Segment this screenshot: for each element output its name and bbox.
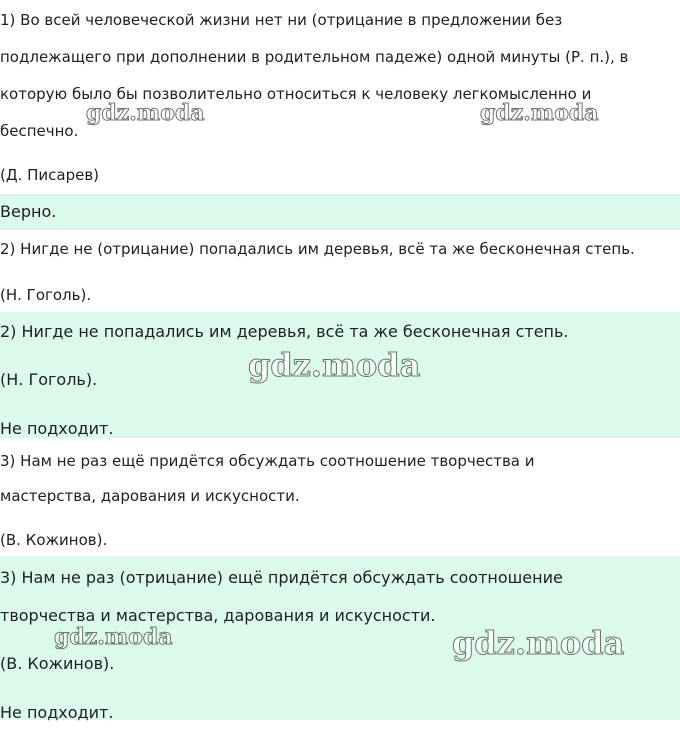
highlight-verdict-1 xyxy=(0,194,680,230)
watermark-logo: gdz.moda xyxy=(452,624,625,662)
watermark-logo: gdz.moda xyxy=(248,346,421,384)
answer-citation: (Н. Гоголь). xyxy=(0,370,98,389)
text-line: 3) Нам не раз ещё придётся обсуждать соотношение творчества и xyxy=(0,452,535,470)
answer-citation: (В. Кожинов). xyxy=(0,654,115,673)
verdict: Не подходит. xyxy=(0,419,114,438)
text-line: 2) Нигде не (отрицание) попадались им деревья, всё та же бесконечная степь. xyxy=(0,240,635,258)
citation: (Д. Писарев) xyxy=(0,166,100,184)
watermark-logo: gdz.moda xyxy=(86,100,205,126)
citation: (Н. Гоголь). xyxy=(0,286,92,304)
answer-line: творчества и мастерства, дарования и искусности. xyxy=(0,606,436,625)
text-line: 1) Во всей человеческой жизни нет ни (отрицание в предложении без xyxy=(0,11,563,29)
answer-line: 2) Нигде не попадались им деревья, всё та же бесконечная степь. xyxy=(0,322,569,341)
verdict: Верно. xyxy=(0,202,57,221)
text-line: подлежащего при дополнении в родительном падеже) одной минуты (Р. п.), в xyxy=(0,48,629,66)
verdict: Не подходит. xyxy=(0,703,114,722)
text-line: которую было бы позволительно относиться к человеку легкомысленно и xyxy=(0,85,592,103)
text-line: беспечно. xyxy=(0,122,79,140)
watermark-logo: gdz.moda xyxy=(480,100,599,126)
citation: (В. Кожинов). xyxy=(0,531,108,549)
answer-line: 3) Нам не раз (отрицание) ещё придётся обсуждать соотношение xyxy=(0,568,563,587)
text-line: мастерства, дарования и искусности. xyxy=(0,487,300,505)
watermark-logo: gdz.moda xyxy=(54,624,173,650)
